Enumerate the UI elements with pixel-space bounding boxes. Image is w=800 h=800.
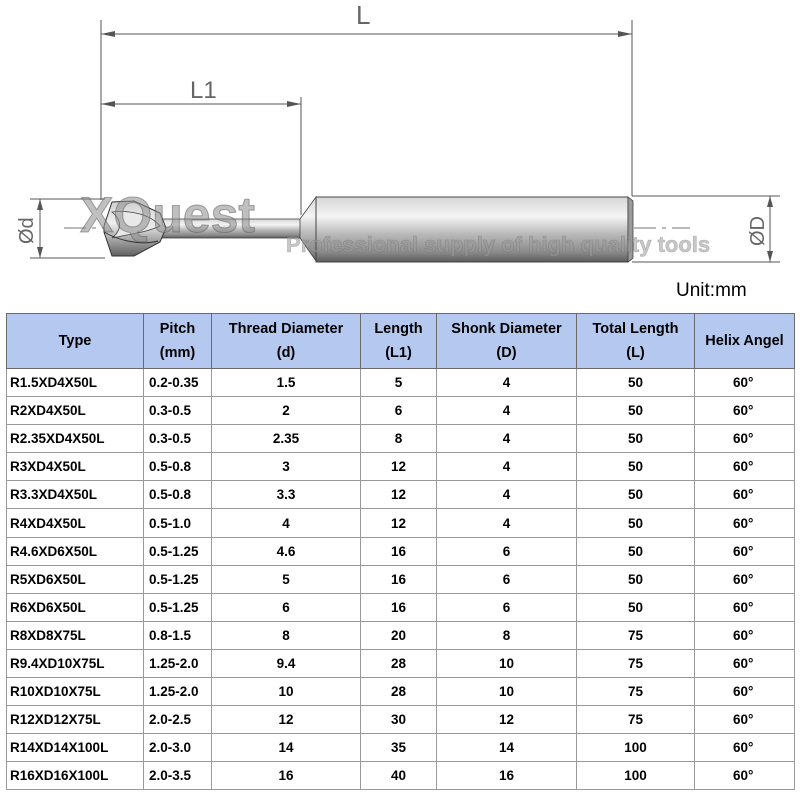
cell-total-length: 50 — [577, 593, 695, 621]
table-row — [7, 678, 795, 706]
cell-type: R2.35XD4X50L — [7, 425, 144, 453]
table-row — [7, 762, 795, 790]
cell-total-length: 50 — [577, 425, 695, 453]
arrow-right-l1-icon — [287, 101, 301, 107]
cell-type: R10XD10X75L — [7, 678, 144, 706]
cell-helix-angle: 60° — [695, 509, 795, 537]
cell-helix-angle: 60° — [695, 537, 795, 565]
cell-total-length: 75 — [577, 678, 695, 706]
tool-drawing — [0, 0, 800, 310]
cell-type: R2XD4X50L — [7, 397, 144, 425]
cell-total-length: 100 — [577, 734, 695, 762]
cell-thread-diameter: 3.3 — [212, 481, 361, 509]
cell-type: R3XD4X50L — [7, 453, 144, 481]
cell-pitch: 0.8-1.5 — [144, 621, 212, 649]
cell-total-length: 50 — [577, 397, 695, 425]
cell-pitch: 0.5-1.25 — [144, 565, 212, 593]
cell-type: R9.4XD10X75L — [7, 649, 144, 677]
cell-type: R1.5XD4X50L — [7, 369, 144, 397]
cell-shank-diameter: 10 — [437, 649, 577, 677]
cell-helix-angle: 60° — [695, 734, 795, 762]
cell-length: 35 — [361, 734, 437, 762]
cell-length: 12 — [361, 509, 437, 537]
cell-total-length: 75 — [577, 649, 695, 677]
cell-length: 16 — [361, 537, 437, 565]
cell-thread-diameter: 6 — [212, 593, 361, 621]
cell-pitch: 0.5-0.8 — [144, 453, 212, 481]
cell-thread-diameter: 9.4 — [212, 649, 361, 677]
header-length: Length (L1) — [361, 314, 437, 369]
cell-type: R6XD6X50L — [7, 593, 144, 621]
cell-type: R8XD8X75L — [7, 621, 144, 649]
cell-total-length: 50 — [577, 481, 695, 509]
cell-type: R4XD4X50L — [7, 509, 144, 537]
table-row — [7, 621, 795, 649]
cell-thread-diameter: 1.5 — [212, 369, 361, 397]
cell-pitch: 2.0-3.5 — [144, 762, 212, 790]
cell-length: 16 — [361, 565, 437, 593]
cell-type: R4.6XD6X50L — [7, 537, 144, 565]
header-pitch: Pitch (mm) — [144, 314, 212, 369]
cell-pitch: 0.5-0.8 — [144, 481, 212, 509]
cell-shank-diameter: 8 — [437, 621, 577, 649]
cell-thread-diameter: 4.6 — [212, 537, 361, 565]
cell-length: 30 — [361, 706, 437, 734]
table-row — [7, 537, 795, 565]
cell-pitch: 2.0-2.5 — [144, 706, 212, 734]
cell-type: R16XD16X100L — [7, 762, 144, 790]
cell-thread-diameter: 4 — [212, 509, 361, 537]
dimension-label-total: L — [356, 0, 371, 30]
cell-length: 28 — [361, 649, 437, 677]
header-total-length: Total Length (L) — [577, 314, 695, 369]
arrow-left-l1-icon — [101, 101, 115, 107]
cell-pitch: 1.25-2.0 — [144, 678, 212, 706]
cell-thread-diameter: 16 — [212, 762, 361, 790]
cell-thread-diameter: 8 — [212, 621, 361, 649]
cell-helix-angle: 60° — [695, 593, 795, 621]
cell-helix-angle: 60° — [695, 621, 795, 649]
cell-total-length: 75 — [577, 706, 695, 734]
arrow-right-icon — [618, 31, 632, 37]
cell-shank-diameter: 6 — [437, 565, 577, 593]
cell-pitch: 1.25-2.0 — [144, 649, 212, 677]
arrow-up-d-icon — [37, 199, 43, 210]
table-row — [7, 706, 795, 734]
spec-table — [6, 313, 795, 790]
table-body — [7, 369, 795, 790]
cell-length: 12 — [361, 481, 437, 509]
cell-shank-diameter: 4 — [437, 453, 577, 481]
header-shank-diameter: Shonk Diameter (D) — [437, 314, 577, 369]
dimension-label-d: Ød — [16, 217, 38, 244]
cell-pitch: 0.5-1.0 — [144, 509, 212, 537]
cell-thread-diameter: 3 — [212, 453, 361, 481]
cell-helix-angle: 60° — [695, 481, 795, 509]
cell-helix-angle: 60° — [695, 762, 795, 790]
table-row — [7, 509, 795, 537]
cell-type: R14XD14X100L — [7, 734, 144, 762]
cell-length: 28 — [361, 678, 437, 706]
cell-shank-diameter: 4 — [437, 397, 577, 425]
cell-length: 16 — [361, 593, 437, 621]
table-header-row — [7, 314, 795, 369]
cell-pitch: 2.0-3.0 — [144, 734, 212, 762]
table-row — [7, 397, 795, 425]
table-row — [7, 565, 795, 593]
table-row — [7, 481, 795, 509]
cell-helix-angle: 60° — [695, 706, 795, 734]
cell-type: R3.3XD4X50L — [7, 481, 144, 509]
cell-pitch: 0.3-0.5 — [144, 425, 212, 453]
dimension-label-D: ØD — [747, 216, 769, 246]
table-row — [7, 593, 795, 621]
arrow-down-D-icon — [767, 251, 773, 262]
cell-thread-diameter: 14 — [212, 734, 361, 762]
cell-pitch: 0.5-1.25 — [144, 537, 212, 565]
cell-shank-diameter: 6 — [437, 537, 577, 565]
header-thread-diameter: Thread Diameter (d) — [212, 314, 361, 369]
arrow-left-icon — [101, 31, 115, 37]
arrow-down-d-icon — [37, 247, 43, 258]
cell-total-length: 75 — [577, 621, 695, 649]
cell-helix-angle: 60° — [695, 453, 795, 481]
cell-type: R5XD6X50L — [7, 565, 144, 593]
cell-shank-diameter: 4 — [437, 481, 577, 509]
cell-helix-angle: 60° — [695, 649, 795, 677]
cell-shank-diameter: 4 — [437, 425, 577, 453]
cell-length: 40 — [361, 762, 437, 790]
cell-pitch: 0.3-0.5 — [144, 397, 212, 425]
cell-total-length: 100 — [577, 762, 695, 790]
cell-length: 6 — [361, 397, 437, 425]
cell-helix-angle: 60° — [695, 369, 795, 397]
cell-total-length: 50 — [577, 369, 695, 397]
cell-total-length: 50 — [577, 453, 695, 481]
cell-helix-angle: 60° — [695, 565, 795, 593]
table-row — [7, 734, 795, 762]
header-type: Type — [7, 314, 144, 369]
cell-shank-diameter: 12 — [437, 706, 577, 734]
cell-helix-angle: 60° — [695, 397, 795, 425]
header-helix-angle: Helix Angel — [695, 314, 795, 369]
cell-shank-diameter: 6 — [437, 593, 577, 621]
cell-helix-angle: 60° — [695, 678, 795, 706]
table-row — [7, 649, 795, 677]
cell-length: 20 — [361, 621, 437, 649]
cell-pitch: 0.5-1.25 — [144, 593, 212, 621]
dimension-label-l1: L1 — [190, 77, 217, 104]
cell-shank-diameter: 14 — [437, 734, 577, 762]
cell-thread-diameter: 2.35 — [212, 425, 361, 453]
cell-shank-diameter: 10 — [437, 678, 577, 706]
watermark-brand: XQuest — [80, 187, 256, 243]
table-row — [7, 369, 795, 397]
cell-total-length: 50 — [577, 537, 695, 565]
cell-total-length: 50 — [577, 565, 695, 593]
cell-thread-diameter: 10 — [212, 678, 361, 706]
cell-total-length: 50 — [577, 509, 695, 537]
watermark-tagline: Professional supply of high quality tools — [286, 232, 711, 257]
cell-length: 5 — [361, 369, 437, 397]
cell-pitch: 0.2-0.35 — [144, 369, 212, 397]
cell-length: 8 — [361, 425, 437, 453]
cell-shank-diameter: 4 — [437, 509, 577, 537]
cell-thread-diameter: 12 — [212, 706, 361, 734]
cell-shank-diameter: 16 — [437, 762, 577, 790]
cell-type: R12XD12X75L — [7, 706, 144, 734]
cell-thread-diameter: 5 — [212, 565, 361, 593]
table-row — [7, 453, 795, 481]
cell-length: 12 — [361, 453, 437, 481]
cell-helix-angle: 60° — [695, 425, 795, 453]
arrow-up-D-icon — [767, 196, 773, 207]
cell-shank-diameter: 4 — [437, 369, 577, 397]
unit-label: Unit:mm — [676, 280, 747, 301]
cell-thread-diameter: 2 — [212, 397, 361, 425]
table-row — [7, 425, 795, 453]
